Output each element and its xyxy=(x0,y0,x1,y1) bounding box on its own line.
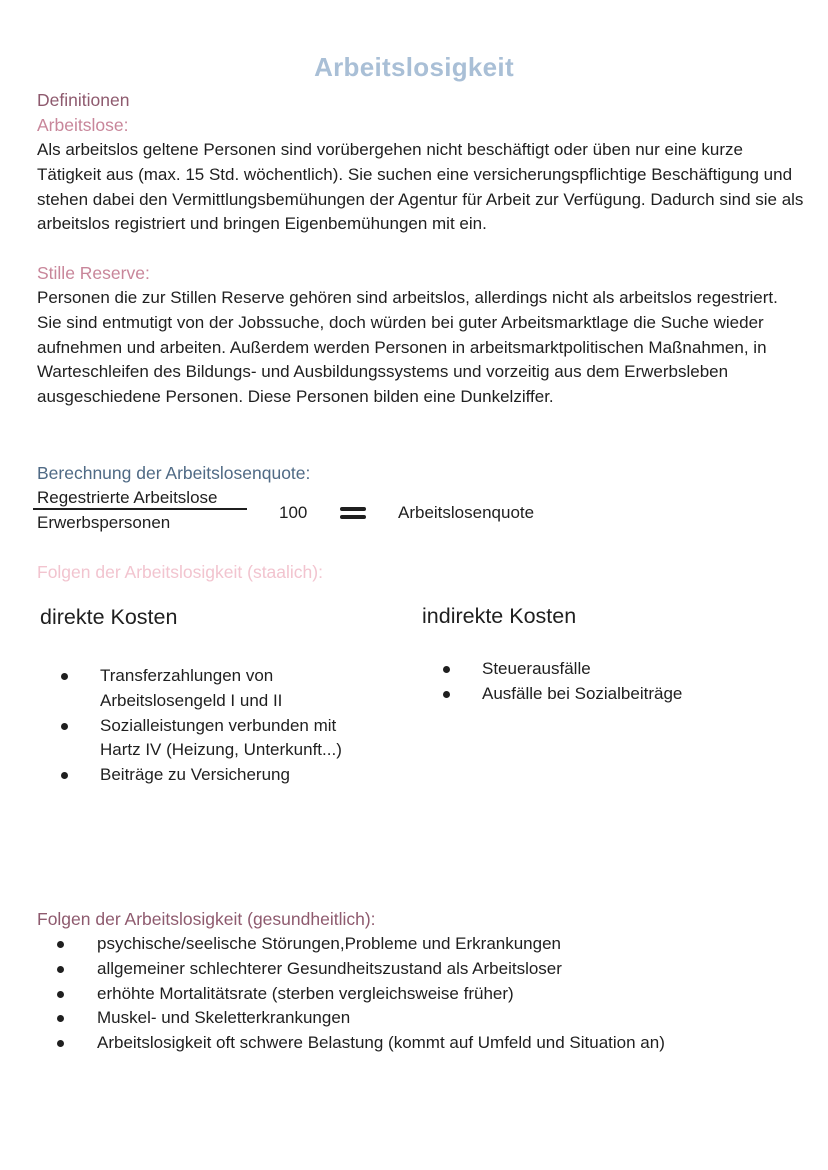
consequences-health-heading: Folgen der Arbeitslosigkeit (gesundheitlich): xyxy=(37,909,376,929)
consequences-state-heading: Folgen der Arbeitslosigkeit (staalich): xyxy=(37,562,323,582)
list-item: allgemeiner schlechterer Gesundheitszustand als Arbeitsloser xyxy=(37,957,817,982)
formula-denominator: Erwerbspersonen xyxy=(37,513,171,532)
section-heading-definitionen: Definitionen xyxy=(37,90,130,110)
formula-result: Arbeitslosenquote xyxy=(398,503,535,522)
formula-factor: 100 xyxy=(279,503,308,522)
formula-numerator: Regestrierte Arbeitslose xyxy=(37,488,218,507)
list-item: Steuerausfälle xyxy=(420,657,810,682)
list-item: Ausfälle bei Sozialbeiträge xyxy=(420,682,810,707)
paragraph-stille-reserve: Personen die zur Stillen Reserve gehören sind arbeitslos, allerdings nicht als arbeitslos regestriert. Sie sind entmutigt von der Jobssuche, doch würden bei guter Arbeitsmarktlage die Suche wieder aufnehmen und arbeiten. Außerdem werden Personen in arbeitsmarktpolitischen Maßnahmen, in Warteschleifen des Bildungs- und Ausbildungssystems und vorzeitig aus dem Erwerbsleben ausgeschiedene Personen. Diese Personen bilden eine Dunkelziffer. xyxy=(37,288,778,407)
list-item: Muskel- und Skeletterkrankungen xyxy=(37,1006,817,1031)
paragraph-arbeitslose: Als arbeitslos geltene Personen sind vorübergehen nicht beschäftigt oder üben nur eine kurze Tätigkeit aus (max. 15 Std. wöchentlich). Sie suchen eine versicherungspflichtige Beschäftigung und stehen dabei den Vermittlungsbemühungen der Agentur für Arbeit zur Verfügung. Dadurch sind sie als arbeitslos registriert und bringen Eigenbemühungen mit ein. xyxy=(37,140,804,234)
page-title: Arbeitslosigkeit xyxy=(314,52,514,82)
list-item: erhöhte Mortalitätsrate (sterben vergleichsweise früher) xyxy=(37,982,817,1007)
list-item: Sozialleistungen verbunden mit Hartz IV (Heizung, Unterkunft...) xyxy=(38,714,358,764)
formula-heading: Berechnung der Arbeitslosenquote: xyxy=(37,463,311,483)
subheading-arbeitslose: Arbeitslose: xyxy=(37,115,129,135)
list-item: Transferzahlungen von Arbeitslosengeld I und II xyxy=(38,664,358,714)
list-item: Arbeitslosigkeit oft schwere Belastung (kommt auf Umfeld und Situation an) xyxy=(37,1031,817,1056)
direct-costs-list xyxy=(38,664,358,788)
indirect-costs-list xyxy=(420,657,810,707)
health-consequences-list xyxy=(37,932,817,1056)
list-item: Beiträge zu Versicherung xyxy=(38,763,358,788)
list-item: psychische/seelische Störungen,Probleme und Erkrankungen xyxy=(37,932,817,957)
equals-sign-icon xyxy=(340,506,366,519)
direct-costs-title: direkte Kosten xyxy=(40,605,178,629)
fraction-bar xyxy=(33,508,247,510)
indirect-costs-title: indirekte Kosten xyxy=(422,604,577,628)
subheading-stille-reserve: Stille Reserve: xyxy=(37,263,150,283)
